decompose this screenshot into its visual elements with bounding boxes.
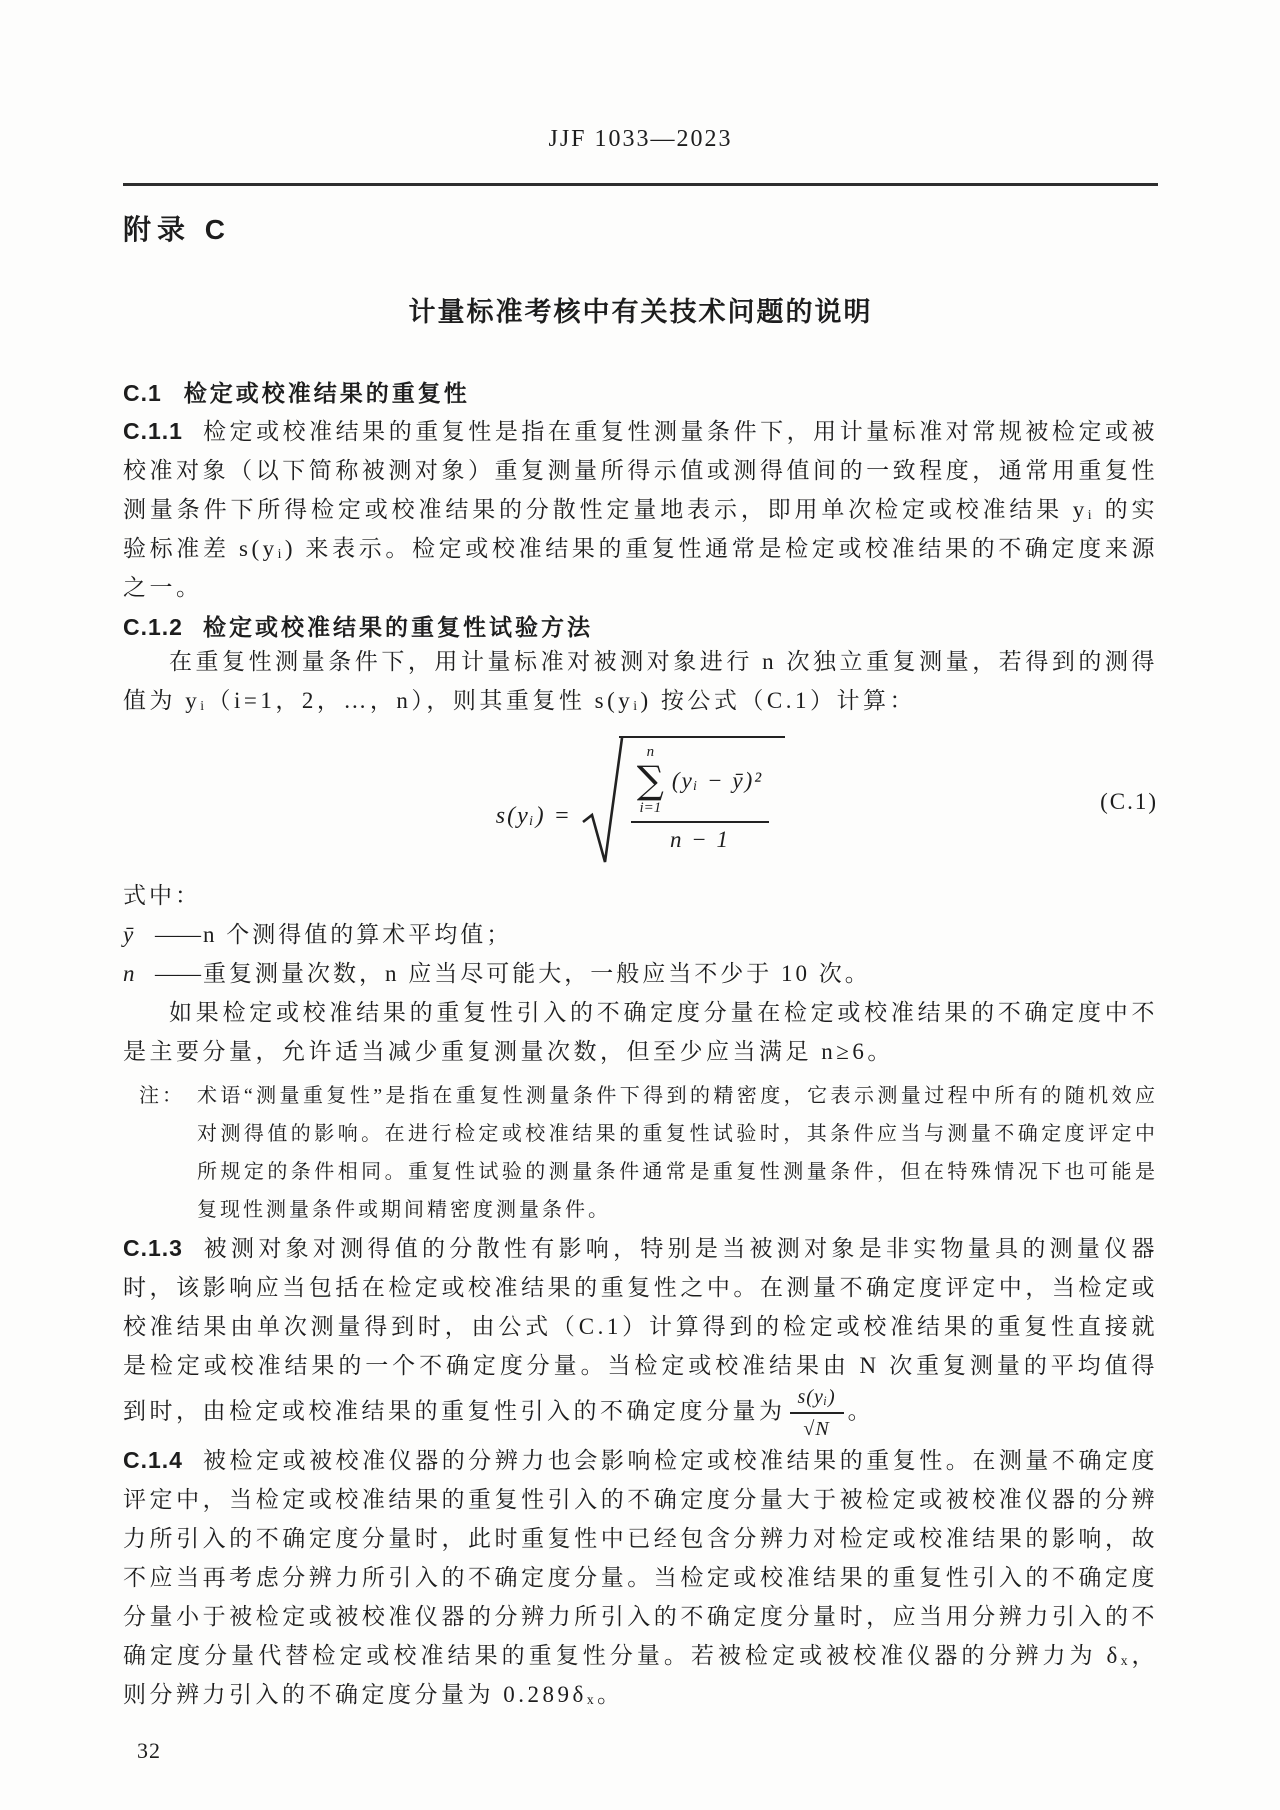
fraction-numerator (631, 745, 769, 821)
where-dash: —— (155, 922, 201, 947)
fraction-denominator: n − 1 (669, 827, 730, 853)
summation-lower-limit: i=1 (639, 800, 662, 817)
where-item-n (123, 954, 1158, 993)
page-number: 32 (137, 1738, 161, 1763)
inline-fraction-denominator: √N (803, 1418, 830, 1440)
where-item-ybar (123, 915, 1158, 954)
header-rule (123, 183, 1158, 186)
formula-expression (496, 736, 785, 868)
paragraph-c13-tail: 。 (847, 1398, 875, 1424)
formula-number-label: (C.1) (1100, 789, 1158, 814)
clause-number-c12: C.1.2 (123, 614, 183, 640)
fraction (631, 745, 769, 853)
inline-fraction-numerator: s(yᵢ) (790, 1385, 844, 1414)
clause-number-c11: C.1.1 (123, 418, 183, 444)
numerator-expression: (yᵢ − ȳ)² (671, 767, 764, 793)
radical-body (619, 736, 785, 853)
note-block (123, 1077, 1158, 1229)
note-text: 术语“测量重复性”是指在重复性测量条件下得到的精密度，它表示测量过程中所有的随机效应对测得值的影响。在进行检定或校准结果的重复性试验时，其条件应当与测量不确定度评定中所规定的条件相同。重复性试验的测量条件通常是重复性测量条件，但在特殊情况下也可能是复现性测量条件或期间精密度测量条件。 (197, 1085, 1158, 1221)
appendix-label: 附录 C (123, 214, 232, 245)
clause-number-c14: C.1.4 (123, 1447, 183, 1473)
where-dash: —— (155, 961, 201, 986)
where-symbol-ybar: ȳ (123, 922, 137, 947)
paragraph-c14 (123, 1441, 1158, 1714)
paragraph-c12-intro: 在重复性测量条件下，用计量标准对被测对象进行 n 次独立重复测量，若得到的测得值为 yᵢ（i=1，2，…，n），则其重复性 s(yᵢ) 按公式（C.1）计算： (123, 649, 1158, 713)
where-desc-ybar: n 个测得值的算术平均值； (203, 922, 513, 947)
appendix-title: 计量标准考核中有关技术问题的说明 (408, 297, 873, 327)
heading-c1 (123, 375, 1158, 408)
formula-c1 (123, 736, 1158, 868)
paragraph-c13-text: 被测对象对测得值的分散性有影响，特别是当被测对象是非实物量具的测量仪器时，该影响应当包括在检定或校准结果的重复性之中。在测量不确定度评定中，当检定或校准结果由单次测量得到时，由公式（C.1）计算得到的检定或校准结果的重复性直接就是检定或校准结果的一个不确定度分量。当检定或校准结果由 N 次重复测量的平均值得到时，由检定或校准结果的重复性引入的不确定度分量为 (123, 1236, 1158, 1424)
paragraph-c11-text: 检定或校准结果的重复性是指在重复性测量条件下，用计量标准对常规被检定或被校准对象（以下简称被测对象）重复测量所得示值或测得值间的一致程度，通常用重复性测量条件下所得检定或校准结果的分散性定量地表示，即用单次检定或校准结果 yᵢ 的实验标准差 s(yᵢ) 来表示。检定或校准结果的重复性通常是检定或校准结果的不确定度来源之一。 (123, 419, 1158, 600)
heading-c12 (123, 609, 1158, 642)
where-desc-n: 重复测量次数，n 应当尽可能大，一般应当不少于 10 次。 (203, 961, 871, 986)
formula-lhs: s(yᵢ) = (495, 802, 572, 829)
heading-c1-text: 检定或校准结果的重复性 (183, 380, 470, 406)
summation-upper-limit: n (646, 744, 655, 760)
sigma-icon: ∑ (636, 758, 664, 802)
summation (637, 745, 664, 816)
where-symbol-n: n (123, 961, 138, 986)
heading-c12-text: 检定或校准结果的重复性试验方法 (202, 614, 593, 640)
paragraph-reduce-n: 如果检定或校准结果的重复性引入的不确定度分量在检定或校准结果的不确定度中不是主要分量，允许适当减少重复测量次数，但至少应当满足 n≥6。 (123, 1000, 1158, 1064)
clause-number-c1: C.1 (123, 380, 162, 406)
where-label: 式中： (123, 883, 201, 908)
radical (582, 736, 785, 868)
document-code-header: JJF 1033—2023 (548, 126, 733, 152)
paragraph-c14-text: 被检定或被校准仪器的分辨力也会影响检定或校准结果的重复性。在测量不确定度评定中，当检定或校准结果的重复性引入的不确定度分量大于被检定或被校准仪器的分辨力所引入的不确定度分量时，此时重复性中已经包含分辨力对检定或校准结果的影响，故不应当再考虑分辨力所引入的不确定度分量。当检定或校准结果的重复性引入的不确定度分量小于被检定或被校准仪器的分辨力所引入的不确定度分量时，应当用分辨力引入的不确定度分量代替检定或校准结果的重复性分量。若被检定或被校准仪器的分辨力为 δₓ，则分辨力引入的不确定度分量为 0.289δₓ。 (123, 1448, 1158, 1707)
paragraph-c11 (123, 412, 1158, 607)
radical-sign-icon (582, 736, 624, 868)
paragraph-c13 (123, 1229, 1158, 1441)
inline-fraction (790, 1385, 844, 1441)
clause-number-c13: C.1.3 (123, 1235, 183, 1261)
note-label: 注： (139, 1085, 185, 1107)
